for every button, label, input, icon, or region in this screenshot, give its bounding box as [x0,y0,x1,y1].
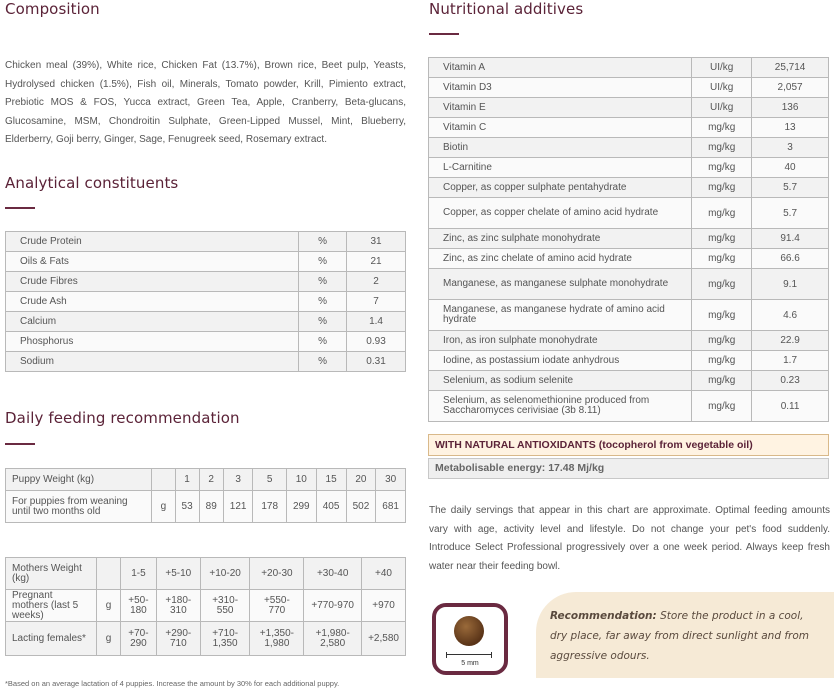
puppy-weight-cell: 3 [223,469,253,491]
nutritional-row-name: L-Carnitine [429,158,692,178]
nutritional-row-unit: mg/kg [692,229,752,249]
analytical-row [6,312,406,332]
mothers-weight-cell: +30-40 [304,558,362,590]
analytical-row-name: Oils & Fats [6,252,299,272]
nutritional-row [429,249,829,269]
mothers-amount-cell: +70-290 [120,622,156,656]
antioxidants-banner: WITH NATURAL ANTIOXIDANTS (tocopherol from vegetable oil) [428,434,829,456]
nutritional-row-value: 91.4 [752,229,829,249]
nutritional-row-name: Manganese, as manganese sulphate monohydrate [429,269,692,300]
nutritional-row-name: Zinc, as zinc sulphate monohydrate [429,229,692,249]
analytical-row-value: 1.4 [347,312,406,332]
nutritional-row [429,351,829,371]
mothers-weight-header: Mothers Weight (kg) [6,558,97,590]
analytical-row-unit: % [299,252,347,272]
nutritional-row-name: Vitamin E [429,98,692,118]
nutritional-row-value: 13 [752,118,829,138]
nutritional-row-name: Zinc, as zinc chelate of amino acid hydrate [429,249,692,269]
mothers-amount-cell: +550-770 [250,590,304,622]
mothers-amount-cell: +1,350-1,980 [250,622,304,656]
nutritional-row [429,98,829,118]
nutritional-row [429,118,829,138]
analytical-row-value: 7 [347,292,406,312]
puppy-amount-cell: 405 [316,491,346,523]
analytical-title: Analytical constituents [5,174,179,192]
nutritional-row-value: 40 [752,158,829,178]
nutritional-row [429,331,829,351]
nutritional-row-unit: mg/kg [692,269,752,300]
analytical-row-unit: % [299,332,347,352]
nutritional-row [429,371,829,391]
nutritional-row-name: Selenium, as selenomethionine produced from Saccharomyces cerivisiae (3b 8.11) [429,391,692,422]
scale-bar [446,652,492,658]
nutritional-row-name: Selenium, as sodium selenite [429,371,692,391]
nutritional-row-value: 25,714 [752,58,829,78]
nutritional-row [429,138,829,158]
nutritional-row-value: 4.6 [752,300,829,331]
nutritional-row-value: 0.23 [752,371,829,391]
mothers-amount-cell: +50-180 [120,590,156,622]
nutritional-row-unit: UI/kg [692,78,752,98]
mothers-unit-spacer [97,558,121,590]
puppy-weight-cell: 10 [286,469,316,491]
nutritional-row-name: Manganese, as manganese hydrate of amino acid hydrate [429,300,692,331]
analytical-row-value: 31 [347,232,406,252]
nutritional-row-unit: mg/kg [692,391,752,422]
nutritional-row-unit: mg/kg [692,178,752,198]
analytical-table [5,231,406,372]
feeding-rule [5,443,35,445]
puppy-row-label: For puppies from weaning until two months old [6,491,152,523]
nutritional-row-value: 0.11 [752,391,829,422]
mothers-weight-cell: +5-10 [156,558,200,590]
nutritional-row [429,178,829,198]
analytical-row [6,232,406,252]
nutritional-row-value: 3 [752,138,829,158]
nutritional-row [429,78,829,98]
kibble-size-image [432,603,508,675]
puppy-unit: g [152,491,175,523]
nutritional-row [429,300,829,331]
puppy-weight-cell: 2 [199,469,223,491]
feeding-title: Daily feeding recommendation [5,409,240,427]
analytical-row [6,272,406,292]
analytical-row [6,352,406,372]
analytical-row-value: 0.31 [347,352,406,372]
nutritional-row-name: Vitamin C [429,118,692,138]
nutritional-row-unit: mg/kg [692,249,752,269]
puppy-amount-cell: 121 [223,491,253,523]
mothers-weight-cell: +20-30 [250,558,304,590]
mothers-amount-cell: +290-710 [156,622,200,656]
nutritional-row-unit: UI/kg [692,58,752,78]
recommendation-text: Store the product in a cool, dry place, far away from direct sunlight and from aggressive odours. [550,610,809,662]
nutritional-row-unit: mg/kg [692,351,752,371]
nutritional-row-unit: UI/kg [692,98,752,118]
nutritional-row [429,158,829,178]
puppy-amount-cell: 89 [199,491,223,523]
analytical-row-unit: % [299,312,347,332]
nutritional-row-value: 136 [752,98,829,118]
energy-banner: Metabolisable energy: 17.48 Mj/kg [428,458,829,479]
nutritional-row-value: 22.9 [752,331,829,351]
nutritional-row [429,391,829,422]
mothers-feeding-table [5,557,406,656]
analytical-row-name: Crude Protein [6,232,299,252]
nutritional-row-name: Iodine, as postassium iodate anhydrous [429,351,692,371]
analytical-row [6,332,406,352]
nutritional-row-name: Biotin [429,138,692,158]
puppy-weight-header: Puppy Weight (kg) [6,469,152,491]
nutritional-row [429,58,829,78]
analytical-row-unit: % [299,232,347,252]
nutritional-row [429,229,829,249]
mothers-row-label: Lacting females* [6,622,97,656]
analytical-row-name: Crude Fibres [6,272,299,292]
mothers-amount-cell: +770-970 [304,590,362,622]
nutritional-title: Nutritional additives [429,0,584,18]
mothers-amount-cell: +970 [362,590,406,622]
puppy-weight-cell: 1 [175,469,199,491]
analytical-rule [5,207,35,209]
puppy-weight-cell: 5 [253,469,286,491]
mothers-row-unit: g [97,590,121,622]
recommendation-box [536,592,834,678]
analytical-row-value: 0.93 [347,332,406,352]
nutritional-row-name: Iron, as iron sulphate monohydrate [429,331,692,351]
mothers-weight-cell: 1-5 [120,558,156,590]
puppy-weight-cell: 30 [376,469,406,491]
nutritional-row-unit: mg/kg [692,118,752,138]
nutritional-row-value: 5.7 [752,178,829,198]
puppy-weight-cell: 15 [316,469,346,491]
feeding-footnote: *Based on an average lactation of 4 puppies. Increase the amount by 30% for each additional puppy. [5,679,340,688]
analytical-row-value: 21 [347,252,406,272]
nutritional-row [429,269,829,300]
nutritional-row-unit: mg/kg [692,158,752,178]
recommendation-label: Recommendation: [550,610,657,622]
puppy-amount-cell: 178 [253,491,286,523]
puppy-weight-cell: 20 [346,469,376,491]
nutritional-row-unit: mg/kg [692,300,752,331]
analytical-row-name: Calcium [6,312,299,332]
nutritional-row-value: 9.1 [752,269,829,300]
analytical-row-unit: % [299,292,347,312]
mothers-row-label: Pregnant mothers (last 5 weeks) [6,590,97,622]
mothers-weight-cell: +10-20 [200,558,250,590]
nutritional-row-value: 66.6 [752,249,829,269]
analytical-row-name: Crude Ash [6,292,299,312]
puppy-amount-cell: 502 [346,491,376,523]
analytical-row-unit: % [299,352,347,372]
nutritional-rule [429,33,459,35]
mothers-amount-cell: +310-550 [200,590,250,622]
analytical-row [6,252,406,272]
mothers-amount-cell: +1,980-2,580 [304,622,362,656]
servings-text: The daily servings that appear in this chart are approximate. Optimal feeding amounts vary with age, activity level and lifestyle. Do not change your pet's food suddenly. Introduce Select Professional progressively over a one week period. Always keep fresh water near their feeding bowl. [429,505,830,572]
puppy-unit-spacer [152,469,175,491]
nutritional-row-value: 2,057 [752,78,829,98]
nutritional-row-unit: mg/kg [692,138,752,158]
mothers-amount-cell: +2,580 [362,622,406,656]
nutritional-row-name: Vitamin A [429,58,692,78]
analytical-row-name: Phosphorus [6,332,299,352]
nutritional-row-name: Vitamin D3 [429,78,692,98]
nutritional-row-name: Copper, as copper chelate of amino acid hydrate [429,198,692,229]
nutritional-row-unit: mg/kg [692,371,752,391]
puppy-amount-cell: 299 [286,491,316,523]
nutritional-row-name: Copper, as copper sulphate pentahydrate [429,178,692,198]
mothers-row-unit: g [97,622,121,656]
puppy-amount-cell: 53 [175,491,199,523]
nutritional-row-unit: mg/kg [692,198,752,229]
nutritional-row-value: 1.7 [752,351,829,371]
mothers-amount-cell: +180-310 [156,590,200,622]
mothers-amount-cell: +710-1,350 [200,622,250,656]
analytical-row-name: Sodium [6,352,299,372]
scale-label: 5 mm [461,660,479,667]
nutritional-row [429,198,829,229]
nutritional-row-value: 5.7 [752,198,829,229]
analytical-row-unit: % [299,272,347,292]
nutritional-table [428,57,829,422]
composition-text: Chicken meal (39%), White rice, Chicken Fat (13.7%), Brown rice, Beet pulp, Yeasts, Hydrolysed chicken (1.5%), Fish oil, Minerals, Tomato powder, Krill, Pimiento extract, Prebiotic MOS & FOS, Yucca extract, Green Tea, Apple, Cranberry, Beta-glucans, Glucosamine, MSM, Chondroitin Sulphate, Green-Lipped Mussel, Mint, Blueberry, Elderberry, Goji berry, Ginger, Sage, Fenugreek seed, Rosemary extract. [5,60,406,146]
analytical-row [6,292,406,312]
mothers-weight-cell: +40 [362,558,406,590]
analytical-row-value: 2 [347,272,406,292]
nutritional-row-unit: mg/kg [692,331,752,351]
puppy-amount-cell: 681 [376,491,406,523]
kibble-icon [454,616,484,646]
puppy-feeding-table [5,468,406,523]
composition-title: Composition [5,0,100,18]
